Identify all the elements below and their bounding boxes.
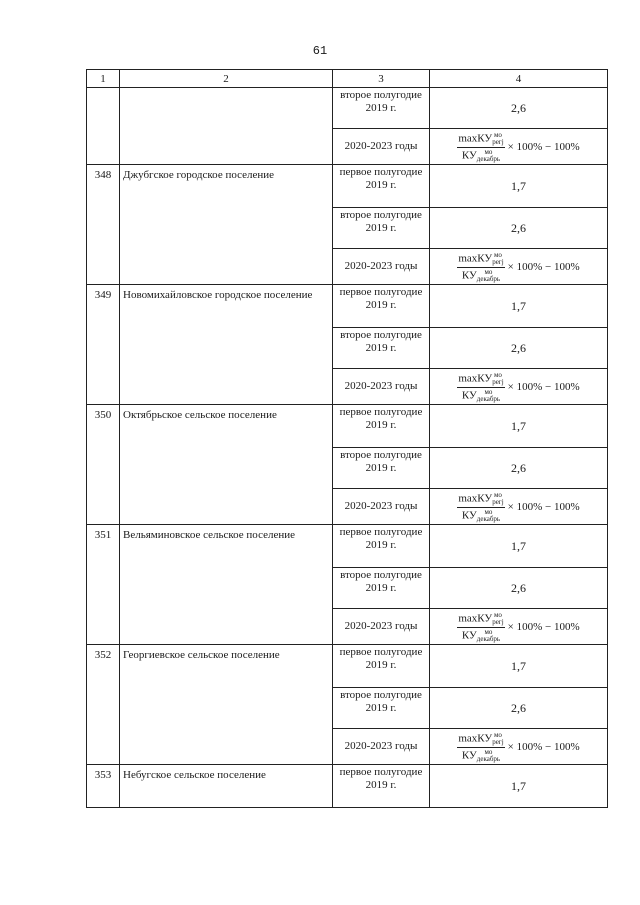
formula-numerator-main: maxКУ [458, 372, 493, 385]
growth-value: 1,7 [430, 645, 608, 688]
formula-fraction [457, 372, 504, 403]
formula-denominator-sub: декабрь [476, 394, 501, 403]
formula-numerator-main: maxКУ [458, 612, 493, 625]
formula-tail: × 100% − 100% [507, 141, 580, 154]
formula-denominator-sup: мо [484, 627, 493, 636]
formula-numerator-subscript [492, 379, 503, 386]
formula-numerator-indices [492, 732, 503, 746]
formula-numerator-sub: рег [492, 377, 502, 386]
formula-numerator-indices [492, 612, 503, 626]
formula-numerator-subscript [492, 499, 503, 506]
formula-denominator-indices [477, 149, 500, 163]
formula-denominator-sup: мо [484, 267, 493, 276]
growth-formula-expression [457, 612, 579, 643]
row-number: 349 [87, 285, 120, 405]
table-row [87, 88, 608, 129]
formula-numerator-indices [492, 252, 503, 266]
formula-denominator-main: КУ [461, 629, 477, 642]
formula-tail: × 100% − 100% [507, 501, 580, 514]
period-label: 2020-2023 годы [333, 129, 430, 165]
formula-numerator-sup: мо [493, 370, 502, 379]
formula-numerator-sup: мо [493, 490, 502, 499]
period-label: второе полугодие 2019 г. [333, 88, 430, 129]
formula-numerator-main: maxКУ [458, 132, 493, 145]
formula-numerator-sub-suffix: j [501, 737, 504, 746]
formula-numerator-sub-suffix: j [501, 257, 504, 266]
formula-fraction [457, 132, 504, 163]
formula-denominator [461, 268, 501, 283]
period-label: второе полугодие 2019 г. [333, 568, 430, 609]
formula-numerator-subscript [492, 619, 503, 626]
growth-formula-expression [457, 252, 579, 283]
period-label: второе полугодие 2019 г. [333, 688, 430, 729]
row-number: 350 [87, 405, 120, 525]
growth-formula-expression [457, 732, 579, 763]
formula-numerator-sub: рег [492, 737, 502, 746]
formula-denominator-sub: декабрь [476, 154, 501, 163]
formula-fraction [457, 732, 504, 763]
formula-denominator [461, 508, 501, 523]
table-row [87, 765, 608, 808]
growth-formula [430, 729, 608, 765]
formula-numerator [457, 252, 504, 268]
period-label: первое полугодие 2019 г. [333, 765, 430, 808]
table-row [87, 525, 608, 568]
settlement-name: Октябрьское сельское поселение [120, 405, 333, 525]
formula-numerator-subscript [492, 139, 503, 146]
period-label: первое полугодие 2019 г. [333, 645, 430, 688]
growth-formula [430, 489, 608, 525]
growth-value: 2,6 [430, 208, 608, 249]
growth-formula-expression [457, 132, 579, 163]
growth-formula [430, 609, 608, 645]
period-label: первое полугодие 2019 г. [333, 165, 430, 208]
formula-denominator-indices [477, 629, 500, 643]
formula-numerator [457, 132, 504, 148]
growth-value: 1,7 [430, 405, 608, 448]
column-header: 1 [87, 70, 120, 88]
table-row [87, 645, 608, 688]
column-header: 3 [333, 70, 430, 88]
formula-denominator-indices [477, 269, 500, 283]
formula-numerator-subscript [492, 739, 503, 746]
formula-denominator-indices [477, 749, 500, 763]
formula-numerator-sup: мо [493, 730, 502, 739]
formula-denominator-sub: декабрь [476, 274, 501, 283]
formula-tail: × 100% − 100% [507, 621, 580, 634]
formula-numerator-sup: мо [493, 130, 502, 139]
row-number: 348 [87, 165, 120, 285]
formula-numerator [457, 732, 504, 748]
row-number: 352 [87, 645, 120, 765]
formula-denominator-sup: мо [484, 387, 493, 396]
formula-tail: × 100% − 100% [507, 381, 580, 394]
formula-denominator-main: КУ [461, 749, 477, 762]
formula-numerator-sub-suffix: j [501, 617, 504, 626]
period-label: 2020-2023 годы [333, 609, 430, 645]
tariff-table [86, 69, 608, 808]
formula-numerator-indices [492, 372, 503, 386]
formula-numerator-sub: рег [492, 617, 502, 626]
formula-numerator-subscript [492, 259, 503, 266]
formula-numerator-indices [492, 492, 503, 506]
growth-value: 2,6 [430, 448, 608, 489]
formula-fraction [457, 252, 504, 283]
table-row [87, 285, 608, 328]
settlement-name: Вельяминовское сельское поселение [120, 525, 333, 645]
table-row [87, 165, 608, 208]
growth-formula-expression [457, 492, 579, 523]
formula-numerator-main: maxКУ [458, 492, 493, 505]
growth-value: 1,7 [430, 285, 608, 328]
table-row [87, 405, 608, 448]
growth-value: 1,7 [430, 765, 608, 808]
formula-denominator-main: КУ [461, 509, 477, 522]
formula-numerator-main: maxКУ [458, 252, 493, 265]
period-label: второе полугодие 2019 г. [333, 208, 430, 249]
growth-value: 2,6 [430, 328, 608, 369]
table-body [87, 88, 608, 808]
formula-numerator [457, 612, 504, 628]
column-header: 2 [120, 70, 333, 88]
period-label: 2020-2023 годы [333, 249, 430, 285]
formula-denominator-sub: декабрь [476, 514, 501, 523]
row-number [87, 88, 120, 165]
period-label: 2020-2023 годы [333, 489, 430, 525]
row-number: 353 [87, 765, 120, 808]
growth-value: 2,6 [430, 688, 608, 729]
formula-denominator-indices [477, 389, 500, 403]
formula-numerator-sub-suffix: j [501, 497, 504, 506]
formula-denominator-main: КУ [461, 269, 477, 282]
formula-numerator-sup: мо [493, 250, 502, 259]
settlement-name: Новомихайловское городское поселение [120, 285, 333, 405]
formula-numerator-sup: мо [493, 610, 502, 619]
growth-formula [430, 249, 608, 285]
formula-denominator-main: КУ [461, 389, 477, 402]
period-label: первое полугодие 2019 г. [333, 405, 430, 448]
formula-numerator-sub: рег [492, 497, 502, 506]
growth-value: 1,7 [430, 165, 608, 208]
formula-numerator-sub: рег [492, 137, 502, 146]
formula-numerator-indices [492, 132, 503, 146]
formula-numerator [457, 372, 504, 388]
formula-denominator-sup: мо [484, 507, 493, 516]
formula-denominator-sup: мо [484, 747, 493, 756]
period-label: второе полугодие 2019 г. [333, 448, 430, 489]
period-label: второе полугодие 2019 г. [333, 328, 430, 369]
formula-denominator-sub: декабрь [476, 754, 501, 763]
formula-denominator-indices [477, 509, 500, 523]
row-number: 351 [87, 525, 120, 645]
settlement-name: Джубгское городское поселение [120, 165, 333, 285]
growth-formula [430, 369, 608, 405]
formula-denominator-sup: мо [484, 147, 493, 156]
formula-numerator-sub-suffix: j [501, 137, 504, 146]
formula-denominator [461, 148, 501, 163]
formula-fraction [457, 612, 504, 643]
growth-value: 1,7 [430, 525, 608, 568]
formula-denominator [461, 628, 501, 643]
period-label: 2020-2023 годы [333, 729, 430, 765]
formula-tail: × 100% − 100% [507, 261, 580, 274]
formula-numerator-sub: рег [492, 257, 502, 266]
period-label: 2020-2023 годы [333, 369, 430, 405]
growth-value: 2,6 [430, 568, 608, 609]
growth-formula [430, 129, 608, 165]
formula-denominator [461, 388, 501, 403]
formula-numerator [457, 492, 504, 508]
growth-value: 2,6 [430, 88, 608, 129]
formula-numerator-main: maxКУ [458, 732, 493, 745]
page-number: 61 [312, 44, 328, 58]
formula-fraction [457, 492, 504, 523]
formula-denominator-main: КУ [461, 149, 477, 162]
formula-tail: × 100% − 100% [507, 741, 580, 754]
settlement-name: Георгиевское сельское поселение [120, 645, 333, 765]
formula-denominator-sub: декабрь [476, 634, 501, 643]
period-label: первое полугодие 2019 г. [333, 285, 430, 328]
formula-denominator [461, 748, 501, 763]
period-label: первое полугодие 2019 г. [333, 525, 430, 568]
growth-formula-expression [457, 372, 579, 403]
formula-numerator-sub-suffix: j [501, 377, 504, 386]
settlement-name [120, 88, 333, 165]
settlement-name: Небугское сельское поселение [120, 765, 333, 808]
column-header: 4 [430, 70, 608, 88]
header-row [87, 70, 608, 88]
